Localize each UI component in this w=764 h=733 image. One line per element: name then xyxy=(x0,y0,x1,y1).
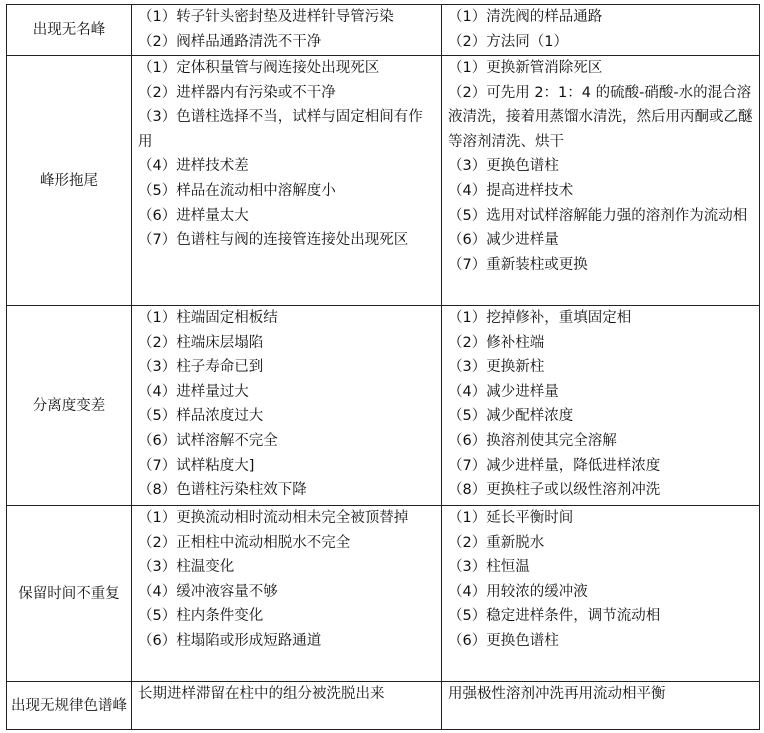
solution-item: （2）修补柱端 xyxy=(448,334,545,351)
cause-item: （2）正相柱中流动相脱水不完全 xyxy=(138,534,351,551)
solutions-cell xyxy=(442,306,760,506)
cause-item: （4）进样量过大 xyxy=(138,383,249,400)
phenomenon-label: 出现无规律色谱峰 xyxy=(11,697,127,714)
phenomenon-cell xyxy=(7,506,132,682)
solution-item: （1）挖掉修补，重填固定相 xyxy=(448,310,632,326)
cause-item: （3）色谱柱选择不当，试样与固定相间有作用 xyxy=(138,109,423,150)
cause-item: （2）阀样品通路清洗不干净 xyxy=(138,33,322,50)
cause-item: （6）进样量太大 xyxy=(138,207,249,224)
phenomenon-cell xyxy=(7,306,132,506)
solution-item: （1）延长平衡时间 xyxy=(448,510,574,526)
cause-item: （8）色谱柱污染柱效下降 xyxy=(138,482,307,499)
cause-item: （7）试样粘度大] xyxy=(138,457,255,474)
table-row xyxy=(7,5,760,56)
cause-item: （6）柱塌陷或形成短路通道 xyxy=(138,632,322,649)
solution-item: 用强极性溶剂冲洗再用流动相平衡 xyxy=(448,686,666,702)
solutions-cell xyxy=(442,506,760,682)
causes-cell xyxy=(132,56,442,306)
phenomenon-cell xyxy=(7,56,132,306)
solution-item: （3）更换色谱柱 xyxy=(448,158,559,175)
solution-item: （6）换溶剂使其完全溶解 xyxy=(448,432,617,449)
cause-item: 长期进样滞留在柱中的组分被洗脱出来 xyxy=(138,686,385,702)
solutions-cell xyxy=(442,682,760,730)
solution-item: （3）更换新柱 xyxy=(448,359,545,376)
solution-item: （3）柱恒温 xyxy=(448,559,530,576)
cause-item: （5）样品浓度过大 xyxy=(138,408,264,425)
table-row xyxy=(7,682,760,730)
solution-item: （4）减少进样量 xyxy=(448,383,559,400)
cause-item: （4）缓冲液容量不够 xyxy=(138,583,278,600)
table-row xyxy=(7,306,760,506)
troubleshooting-table xyxy=(6,4,760,730)
solution-item: （7）减少进样量，降低进样浓度 xyxy=(448,457,661,474)
solution-item: （1）清洗阀的样品通路 xyxy=(448,9,603,25)
solution-item: （6）减少进样量 xyxy=(448,232,559,249)
solutions-cell xyxy=(442,56,760,306)
solutions-cell xyxy=(442,5,760,56)
solution-item: （2）可先用 2：1：4 的硫酸-硝酸-水的混合溶液清洗，接着用蒸馏水清洗，然后用丙酮或乙醚等溶剂清洗、烘干 xyxy=(448,84,753,150)
solution-item: （5）稳定进样条件，调节流动相 xyxy=(448,608,661,625)
cause-item: （3）柱温变化 xyxy=(138,559,235,576)
cause-item: （1）更换流动相时流动相未完全被顶替掉 xyxy=(138,510,409,526)
phenomenon-label: 峰形拖尾 xyxy=(40,172,98,189)
phenomenon-label: 出现无名峰 xyxy=(32,22,106,38)
solution-item: （8）更换柱子或以级性溶剂冲洗 xyxy=(448,482,661,499)
cause-item: （7）色谱柱与阀的连接管连接处出现死区 xyxy=(138,232,409,249)
causes-cell xyxy=(132,682,442,730)
solution-item: （4）提高进样技术 xyxy=(448,182,574,199)
cause-item: （5）样品在流动相中溶解度小 xyxy=(138,182,336,199)
cause-item: （5）柱内条件变化 xyxy=(138,608,264,625)
causes-cell xyxy=(132,506,442,682)
cause-item: （2）柱端床层塌陷 xyxy=(138,334,264,351)
cause-item: （3）柱子寿命已到 xyxy=(138,359,264,376)
solution-item: （4）用较浓的缓冲液 xyxy=(448,583,588,600)
solution-item: （5）选用对试样溶解能力强的溶剂作为流动相 xyxy=(448,207,748,224)
solution-item: （1）更换新管消除死区 xyxy=(448,60,603,76)
cause-item: （1）转子针头密封垫及进样针导管污染 xyxy=(138,9,394,25)
cause-item: （6）试样溶解不完全 xyxy=(138,432,278,449)
phenomenon-label: 保留时间不重复 xyxy=(18,585,120,602)
phenomenon-cell xyxy=(7,5,132,56)
cause-item: （1）柱端固定相板结 xyxy=(138,310,278,326)
phenomenon-label: 分离度变差 xyxy=(32,397,106,414)
cause-item: （2）进样器内有污染或不干净 xyxy=(138,84,336,101)
solution-item: （5）减少配样浓度 xyxy=(448,408,574,425)
solution-item: （7）重新装柱或更换 xyxy=(448,256,588,273)
table-row xyxy=(7,56,760,306)
table-row xyxy=(7,506,760,682)
solution-item: （2）重新脱水 xyxy=(448,534,545,551)
solution-item: （2）方法同（1） xyxy=(448,33,568,50)
phenomenon-cell xyxy=(7,682,132,730)
causes-cell xyxy=(132,306,442,506)
cause-item: （1）定体积量管与阀连接处出现死区 xyxy=(138,60,380,76)
cause-item: （4）进样技术差 xyxy=(138,158,249,175)
solution-item: （6）更换色谱柱 xyxy=(448,632,559,649)
causes-cell xyxy=(132,5,442,56)
